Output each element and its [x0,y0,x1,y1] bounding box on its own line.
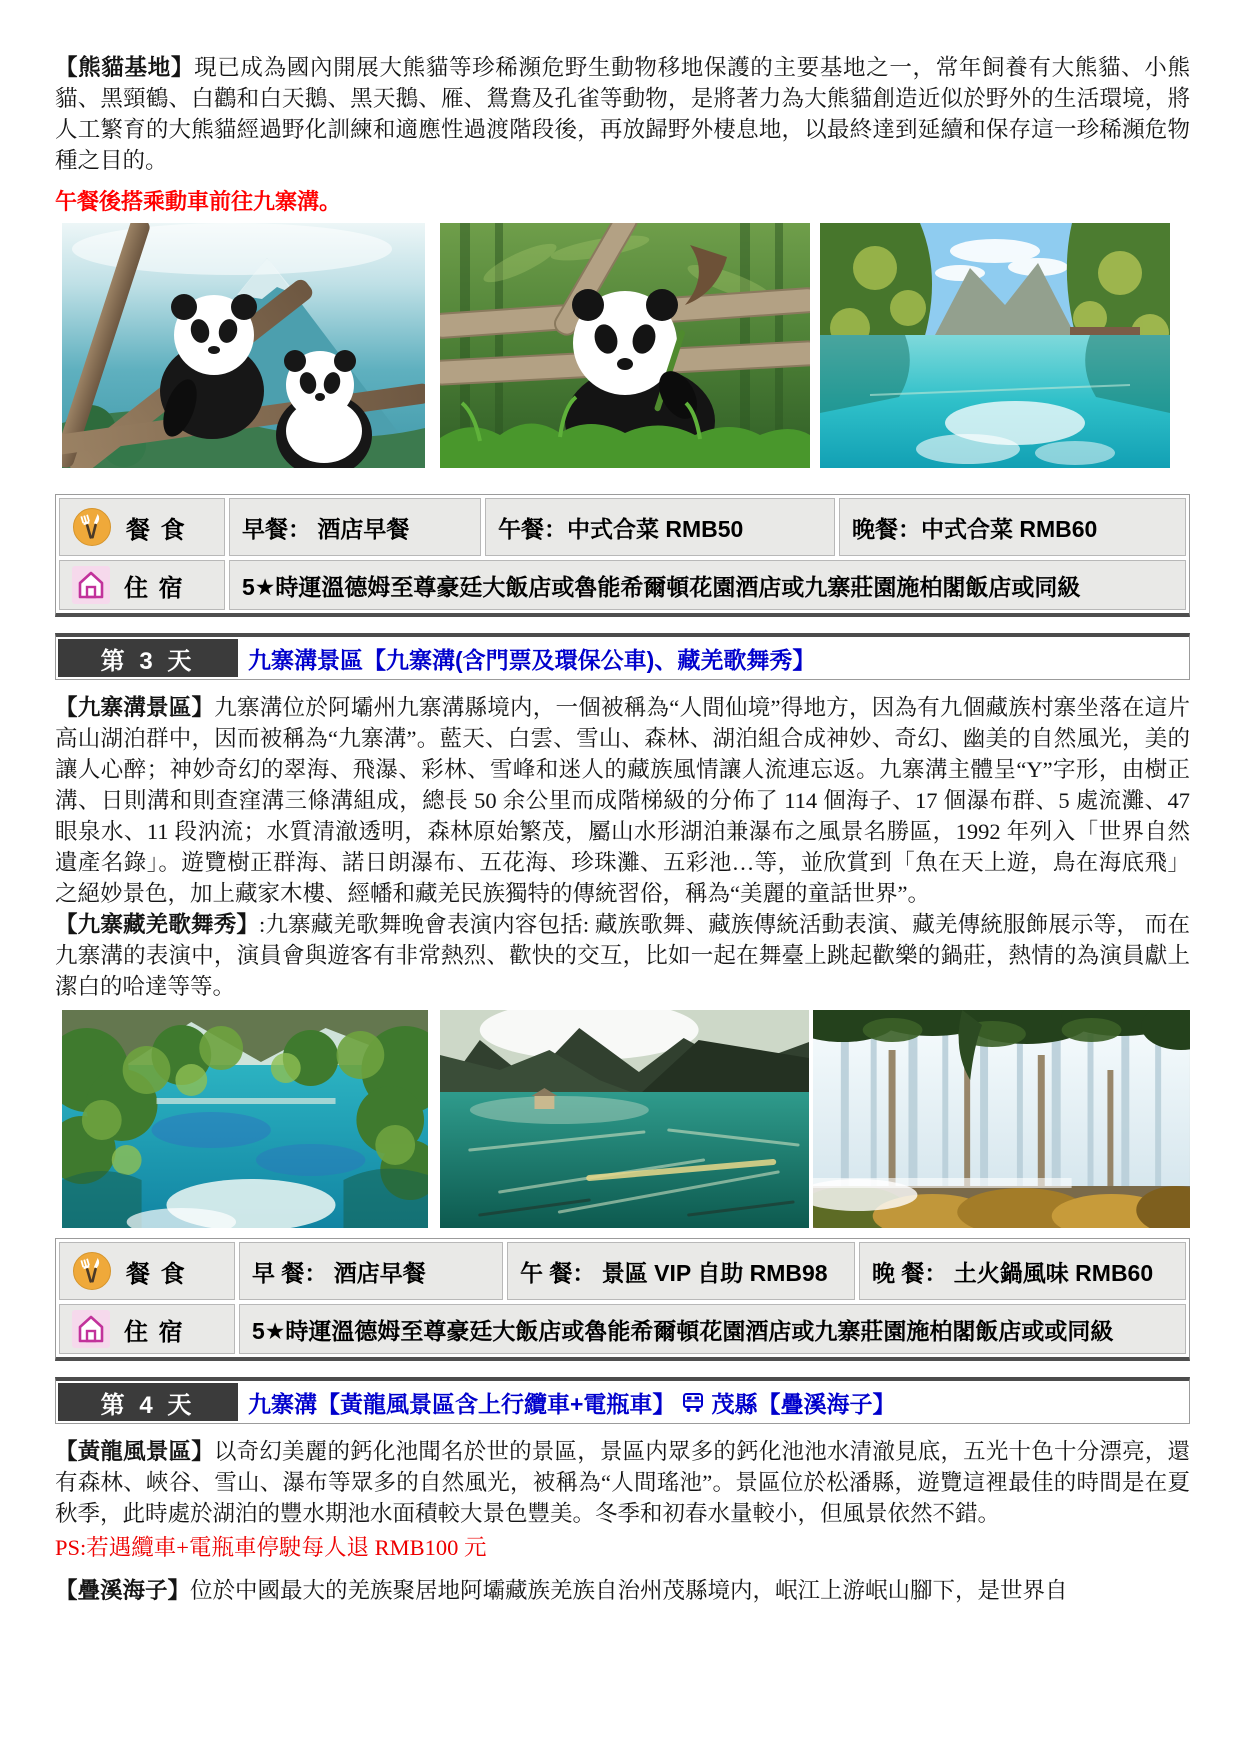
lunch-text: 午餐：中式合菜 RMB50 [498,515,744,542]
photo-pandas-on-wooden-frame [62,223,425,468]
breakfast-text: 早 餐： 酒店早餐 [252,1259,426,1286]
photo-lake-with-sunken-logs [440,1010,809,1228]
bus-icon [681,1392,705,1413]
panda-base-paragraph [55,52,1190,176]
lodging-cell [239,1304,1186,1354]
diexi-paragraph [55,1575,1190,1606]
day4-title-part2: 茂縣【疊溪海子】 [711,1390,896,1417]
photo-turquoise-lake-canyon [820,223,1170,468]
transfer-note: 午餐後搭乘動車前往九寨溝。 [55,189,342,214]
lodging-text: 5★時運溫德姆至尊豪廷大飯店或魯能希爾頓花園酒店或九寨莊園施柏閣飯店或同級 [242,573,1081,600]
lodging-cell [229,560,1186,610]
day4-header [55,1377,1190,1424]
ps-refund-note: PS:若遇纜車+電瓶車停駛每人退 RMB100 元 [55,1535,487,1560]
day3-label-box: 第 3 天 [58,639,238,677]
day4-title-part1: 九寨溝【黃龍風景區含上行纜車+電瓶車】 [248,1390,676,1417]
meal-row [59,498,1186,556]
day3-header [55,633,1190,680]
meal-label: 餐 食 [126,1260,187,1288]
jiuzhaigou-scenic-paragraph [55,692,1190,909]
lunch-cell [507,1242,855,1300]
lodging-label-cell [59,1304,235,1354]
photo-five-flower-lake-forest [62,1010,428,1228]
dinner-cell [859,1242,1186,1300]
lodging-row [59,1304,1186,1354]
diexi-heading: 【疊溪海子】 [55,1578,191,1603]
breakfast-cell [229,498,481,556]
house-icon [72,566,110,604]
panda-base-body: 現已成為國內開展大熊貓等珍稀瀕危野生動物移地保護的主要基地之一，常年飼養有大熊貓、小熊貓、黑頸鶴、白鸛和白天鵝、黑天鵝、雁、鴛鴦及孔雀等動物，是將著力為大熊貓創造近似於野外的生活環境，將人工繁育的大熊貓經過野化訓練和適應性過渡階段後，再放歸野外棲息地，以最終達到延續和保存這一珍稀瀕危物種之目的。 [55,55,1190,173]
jiuzhaigou-scenic-body: 九寨溝位於阿壩州九寨溝縣境内，一個被稱為“人間仙境”得地方，因為有九個藏族村寨坐落在這片高山湖泊群中，因而被稱為“九寨溝”。藍天、白雲、雪山、森林、湖泊組合成神妙、奇幻、幽美的自然風光，美的讓人心醉；神妙奇幻的翠海、飛瀑、彩林、雪峰和迷人的藏族風情讓人流連忘返。九寨溝主體呈“Y”字形，由樹正溝、日則溝和則查窪溝三條溝組成，總長 50 余公里而成階梯級的分佈了 114 個海子、17 個瀑布群、5 處流灘、47 眼泉水、11 段汭流；水質清澈透明，森林原始繁茂，屬山水形湖泊兼瀑布之風景名勝區，1992 年列入「世界自然遺產名錄」。遊覽樹正群海、諾日朗瀑布、五花海、珍珠灘、五彩池…等，並欣賞到「魚在天上遊，鳥在海底飛」之絕妙景色，加上藏家木樓、經幡和藏羌民族獨特的傳統習俗，稱為“美麗的童話世界”。 [55,695,1190,906]
day4-label-box: 第 4 天 [58,1383,238,1421]
lodging-text: 5★時運溫德姆至尊豪廷大飯店或魯能希爾頓花園酒店或九寨莊園施柏閣飯店或或同級 [252,1317,1114,1344]
lodging-row [59,560,1186,610]
fork-knife-icon [72,507,112,547]
lodging-label: 住 宿 [124,1318,185,1346]
song-dance-show-paragraph [55,909,1190,1002]
meal-row [59,1242,1186,1300]
photo-row-day3 [62,1010,1190,1228]
photo-nuorilang-waterfall [813,1010,1190,1228]
huanglong-heading: 【黃龍風景區】 [55,1439,214,1464]
day4-title [238,1383,1187,1421]
photo-row-day2 [62,223,1190,468]
day3-title: 九寨溝景區【九寨溝(含門票及環保公車)、藏羌歌舞秀】 [248,646,816,673]
meal-lodging-table-day2 [55,494,1190,617]
photo-panda-eating-bamboo [440,223,810,468]
song-dance-show-heading: 【九寨藏羌歌舞秀】 [55,912,260,937]
breakfast-cell [239,1242,503,1300]
jiuzhaigou-scenic-heading: 【九寨溝景區】 [55,695,215,720]
lodging-label: 住 宿 [124,574,185,602]
lodging-label-cell [59,560,225,610]
dinner-text: 晚 餐： 土火鍋風味 RMB60 [872,1259,1154,1286]
house-icon [72,1310,110,1348]
meal-label-cell [59,1242,235,1300]
breakfast-text: 早餐： 酒店早餐 [242,515,410,542]
song-dance-show-body: :九寨藏羌歌舞晚會表演内容包括: 藏族歌舞、藏族傳統活動表演、藏羌傳統服飾展示等， 而在九寨溝的表演中，演員會與遊客有非常熱烈、歡快的交互，比如一起在舞臺上跳起歡樂的鍋莊，熱情的為演員獻上潔白的哈達等等。 [55,912,1190,999]
diexi-body: 位於中國最大的羌族聚居地阿壩藏族羌族自治州茂縣境内，岷江上游岷山腳下，是世界自 [190,1578,1068,1603]
fork-knife-icon [72,1251,112,1291]
huanglong-paragraph [55,1436,1190,1529]
meal-label-cell [59,498,225,556]
lunch-text: 午 餐： 景區 VIP 自助 RMB98 [520,1259,828,1286]
meal-lodging-table-day3 [55,1238,1190,1361]
huanglong-body: 以奇幻美麗的鈣化池聞名於世的景區，景區内眾多的鈣化池池水清澈見底，五光十色十分漂亮，還有森林、峽谷、雪山、瀑布等眾多的自然風光，被稱為“人間瑤池”。景區位於松潘縣，遊覽這裡最佳的時間是在夏秋季，此時處於湖泊的豐水期池水面積較大景色豐美。冬季和初春水量較小，但風景依然不錯。 [55,1439,1190,1526]
lunch-cell [485,498,835,556]
dinner-cell [839,498,1186,556]
dinner-text: 晚餐：中式合菜 RMB60 [852,515,1098,542]
meal-label: 餐 食 [126,516,187,544]
panda-base-heading: 【熊貓基地】 [55,55,195,80]
